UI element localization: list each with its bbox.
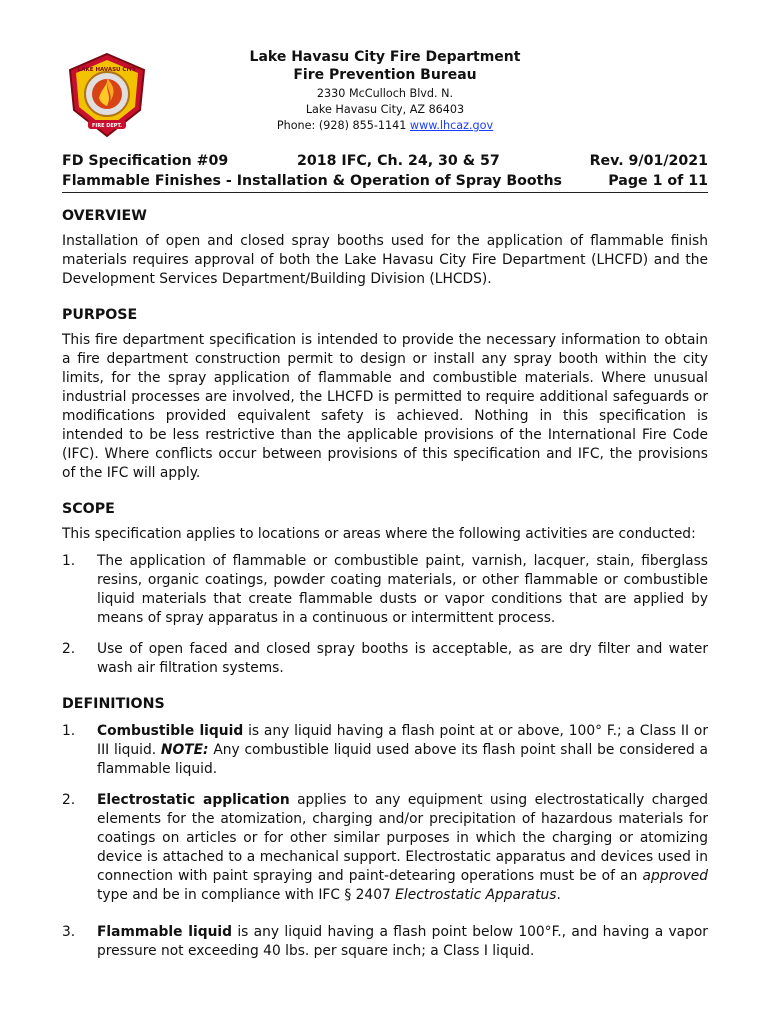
- contact-line: [200, 118, 570, 134]
- item-text: Use of open faced and closed spray booths is acceptable, as are dry filter and water wash air filtration systems.: [97, 641, 708, 676]
- definition-item: [62, 923, 708, 961]
- purpose-text: This fire department specification is intended to provide the necessary information to obtain a fire department construction permit to design or install any spray booth within the city limits, for the spray application of flammable and combustible materials. Where unusual industrial processes are involved, the LHCFD is permitted to require additional safeguards or modifications provided equivalent safety is achieved. Nothing in this specification is intended to be less restrictive than the applicable provisions of the International Fire Code (IFC). Where conflicts occur between provisions of this specification and IFC, the provisions of the IFC will apply.: [62, 332, 708, 481]
- overview-text: Installation of open and closed spray booths used for the application of flammable finish materials requires approval of both the Lake Havasu City Fire Department (LHCFD) and the Development Services Department/Building Division (LHCDS).: [62, 233, 708, 287]
- phone: Phone: (928) 855-1141: [276, 119, 407, 132]
- street-address: 2330 McCulloch Blvd. N.: [316, 87, 454, 100]
- item-number: 1.: [62, 723, 76, 739]
- code-reference: 2018 IFC, Ch. 24, 30 & 57: [297, 153, 500, 169]
- spec-title: Flammable Finishes - Installation & Operation of Spray Booths: [62, 173, 562, 189]
- list-item: [62, 640, 708, 678]
- definitions-section: [62, 694, 708, 961]
- bureau-name: Fire Prevention Bureau: [293, 67, 477, 83]
- definition-item: [62, 722, 708, 779]
- definition-text: is any liquid having a flash point at or above, 100° F.; a Class II or III liquid.: [97, 723, 708, 758]
- revision: Rev. 9/01/2021: [589, 153, 708, 169]
- fire-department-logo: [66, 52, 148, 138]
- definition-text: applies to any equipment using electrostatically charged elements for the atomization, charging and/or precipitation of hazardous materials for coatings on articles or for other similar purposes in which the charging or atomizing device is attached to a mechanical support. Electrostatic apparatus and devices used in connection with paint spraying and paint-detearing operations must be of an: [97, 792, 708, 884]
- italic-term: approved: [642, 868, 708, 884]
- item-text: The application of flammable or combustible paint, varnish, lacquer, stain, fiberglass resins, organic coatings, powder coating materials, or other flammable or combustible liquid materials that create flammable dusts or vapor conditions that are applied by means of spray apparatus in a continuous or intermittent process.: [97, 553, 708, 626]
- address-block: [200, 86, 570, 134]
- letterhead: [200, 48, 570, 134]
- definition-term: Flammable liquid: [97, 924, 232, 940]
- spec-header: [62, 151, 708, 191]
- italic-term: Electrostatic Apparatus: [395, 887, 557, 903]
- definition-term: Electrostatic application: [97, 792, 290, 808]
- scope-intro: This specification applies to locations or areas where the following activities are conducted:: [62, 526, 696, 542]
- scope-section: [62, 499, 708, 678]
- logo-bottom-text: FIRE DEPT.: [91, 123, 123, 129]
- definition-text: Any combustible liquid used above its flash point shall be considered a flammable liquid.: [97, 742, 708, 777]
- definitions-heading: DEFINITIONS: [62, 696, 165, 712]
- definition-term: Combustible liquid: [97, 723, 244, 739]
- definition-text: is any liquid having a flash point below 100°F., and having a vapor pressure not exceeding 40 lbs. per square inch; a Class I liquid.: [97, 924, 708, 959]
- header-divider: [62, 192, 708, 193]
- purpose-heading: PURPOSE: [62, 307, 138, 323]
- document-body: [62, 206, 708, 977]
- logo-top-text: LAKE HAVASU CITY: [77, 67, 137, 73]
- definition-text: .: [556, 887, 561, 903]
- definition-item: [62, 791, 708, 905]
- purpose-section: [62, 305, 708, 483]
- list-item: [62, 552, 708, 628]
- spec-number: FD Specification #09: [62, 153, 229, 169]
- scope-heading: SCOPE: [62, 501, 115, 517]
- item-number: 3.: [62, 924, 76, 940]
- org-name: Lake Havasu City Fire Department: [249, 49, 521, 65]
- item-number: 2.: [62, 641, 76, 657]
- website-link[interactable]: www.lhcaz.gov: [409, 119, 494, 132]
- page-number: Page 1 of 11: [608, 173, 708, 189]
- item-number: 1.: [62, 553, 76, 569]
- city-address: Lake Havasu City, AZ 86403: [305, 103, 465, 116]
- definition-text: type and be in compliance with IFC § 2407: [97, 887, 396, 903]
- note-label: NOTE:: [160, 742, 209, 758]
- overview-heading: OVERVIEW: [62, 208, 147, 224]
- overview-section: [62, 206, 708, 289]
- item-number: 2.: [62, 792, 76, 808]
